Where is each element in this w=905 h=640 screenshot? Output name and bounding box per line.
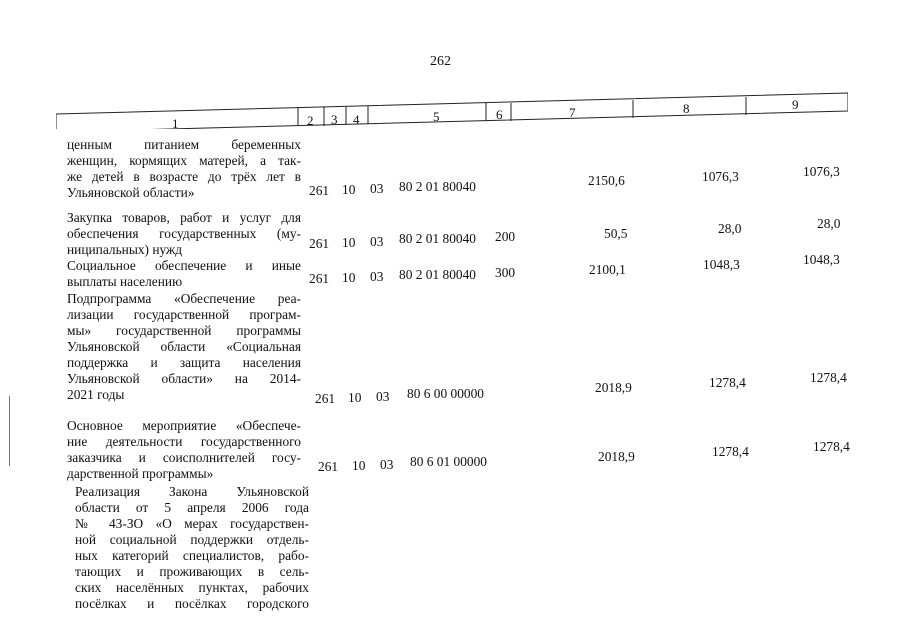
header-col-5: 5 — [433, 109, 440, 124]
row-3-col-4: 03 — [376, 389, 390, 404]
row-3-col-2: 261 — [315, 391, 336, 406]
row-3-col-9: 1278,4 — [810, 370, 847, 385]
row-3-col-5: 80 6 00 00000 — [407, 386, 484, 401]
row-0-col-4: 03 — [370, 181, 384, 196]
header-col-1: 1 — [172, 116, 179, 131]
row-0-col-5: 80 2 01 80040 — [399, 179, 476, 194]
row-4-col-7: 2018,9 — [598, 449, 635, 464]
row-3-col-8: 1278,4 — [709, 375, 746, 390]
row-2-col-9: 1048,3 — [803, 252, 840, 267]
row-0-col-9: 1076,3 — [803, 164, 840, 179]
row-4-col-9: 1278,4 — [813, 439, 850, 454]
row-2-col-2: 261 — [309, 271, 330, 286]
row-1-col-2: 261 — [309, 236, 330, 251]
row-4-col-2: 261 — [318, 459, 339, 474]
header-col-9: 9 — [792, 97, 799, 112]
row-2-col-4: 03 — [370, 269, 384, 284]
row-1-col-8: 28,0 — [718, 221, 742, 236]
header-col-2: 2 — [307, 113, 314, 128]
header-col-4: 4 — [353, 112, 360, 127]
header-col-7: 7 — [569, 105, 576, 120]
row-0-col-7: 2150,6 — [588, 173, 625, 188]
row-1-col-9: 28,0 — [817, 216, 841, 231]
row-2-col-3: 10 — [342, 270, 356, 285]
row-4-col-5: 80 6 01 00000 — [410, 454, 487, 469]
row-3-description: Подпрограмма «Обеспечение реа- лизации государственной програм- мы» государственной программы Ульяновской области «Социальная поддержка и защита населения Ульяновской области» на 2014- 2021 годы — [67, 291, 301, 402]
row-4-col-8: 1278,4 — [712, 444, 749, 459]
row-4-description: Основное мероприятие «Обеспече- ние деятельности государственного заказчика и соисполнителей госу- дарственной программы» — [67, 418, 301, 481]
page-number: 262 — [430, 54, 451, 69]
scan-margin-line — [9, 396, 10, 466]
row-1-col-3: 10 — [342, 235, 356, 250]
row-2-description: Социальное обеспечение и иные выплаты населению — [67, 258, 301, 289]
header-col-8: 8 — [683, 101, 690, 116]
table-header — [56, 91, 848, 129]
row-0-col-8: 1076,3 — [702, 169, 739, 184]
header-col-3: 3 — [331, 112, 338, 127]
row-2-col-8: 1048,3 — [703, 257, 740, 272]
row-1-col-6: 200 — [495, 229, 516, 244]
row-0-description: ценным питанием беременных женщин, кормящих матерей, а так- же детей в возрасте до трёх лет в Ульяновской области» — [67, 137, 301, 200]
row-0-col-3: 10 — [342, 182, 356, 197]
row-0-col-2: 261 — [309, 183, 330, 198]
row-2-col-5: 80 2 01 80040 — [399, 267, 476, 282]
row-2-col-7: 2100,1 — [589, 262, 626, 277]
header-col-6: 6 — [496, 107, 503, 122]
row-1-description: Закупка товаров, работ и услуг для обеспечения государственных (му- ниципальных) нужд — [67, 210, 301, 257]
row-1-col-7: 50,5 — [604, 226, 628, 241]
row-2-col-6: 300 — [495, 265, 516, 280]
row-4-col-4: 03 — [380, 457, 394, 472]
row-1-col-5: 80 2 01 80040 — [399, 231, 476, 246]
row-3-col-7: 2018,9 — [595, 380, 632, 395]
row-3-col-3: 10 — [348, 390, 362, 405]
row-1-col-4: 03 — [370, 234, 384, 249]
row-4-col-3: 10 — [352, 458, 366, 473]
row-5-description: Реализация Закона Ульяновской области от 5 апреля 2006 года № 43-ЗО «О мерах государствен- ной социальной поддержки отдель- ных категорий специалистов, рабо- тающих и проживающих в сель- ских населённых пунктах, рабочих посёлках и посёлках городского — [75, 484, 309, 611]
